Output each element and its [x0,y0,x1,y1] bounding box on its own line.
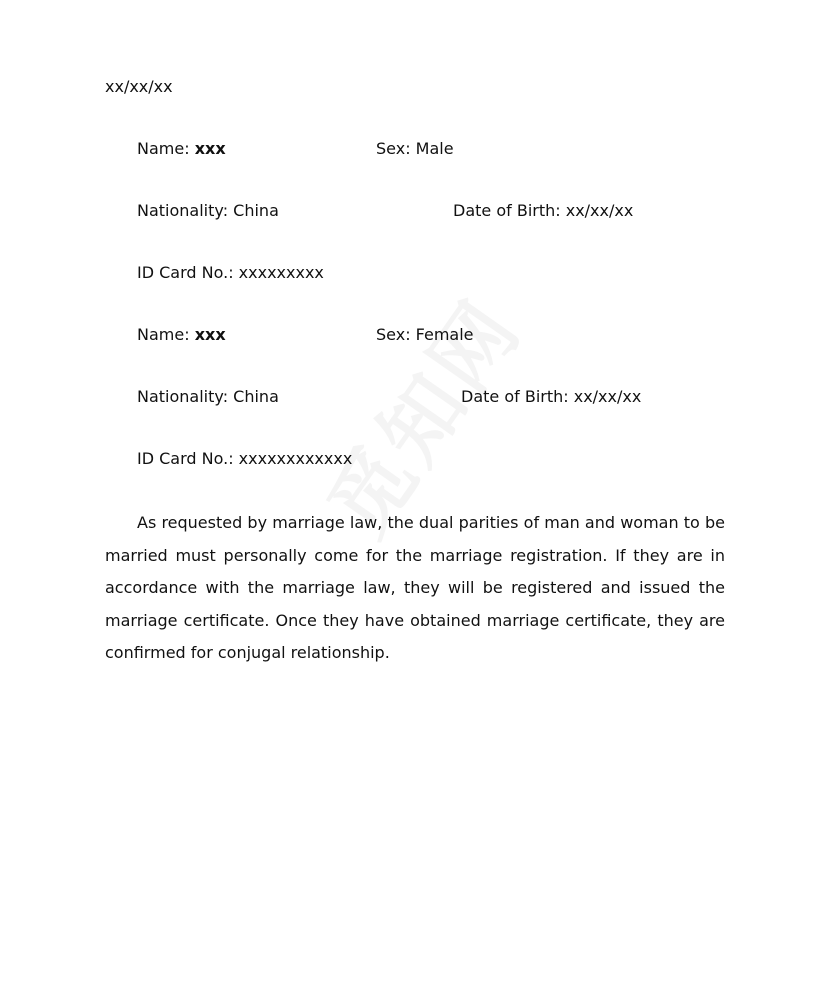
party1-dob: Date of Birth: xx/xx/xx [453,201,634,220]
party1-name-value: xxx [194,139,226,158]
party2-nationality: Nationality: China [137,387,279,406]
party1-name [137,139,226,159]
party1-name-label: Name: [137,139,190,158]
party1-id-card: ID Card No.: xxxxxxxxx [137,263,324,282]
party2-dob: Date of Birth: xx/xx/xx [461,387,642,406]
marriage-law-paragraph: As requested by marriage law, the dual parities of man and woman to be married must personally come for the marriage registration. If they are in accordance with the marriage law, they will be registered and issued the marriage certificate. Once they have obtained marriage certificate, they are confirmed for conjugal relationship. [105,513,725,662]
party2-name-label: Name: [137,325,190,344]
party2-name-value: xxx [194,325,226,344]
party2-sex: Sex: Female [376,325,474,344]
party2-id-card: ID Card No.: xxxxxxxxxxxx [137,449,353,468]
party1-sex: Sex: Male [376,139,454,158]
party2-name [137,325,226,345]
party1-nationality: Nationality: China [137,201,279,220]
document-date: xx/xx/xx [105,77,173,96]
